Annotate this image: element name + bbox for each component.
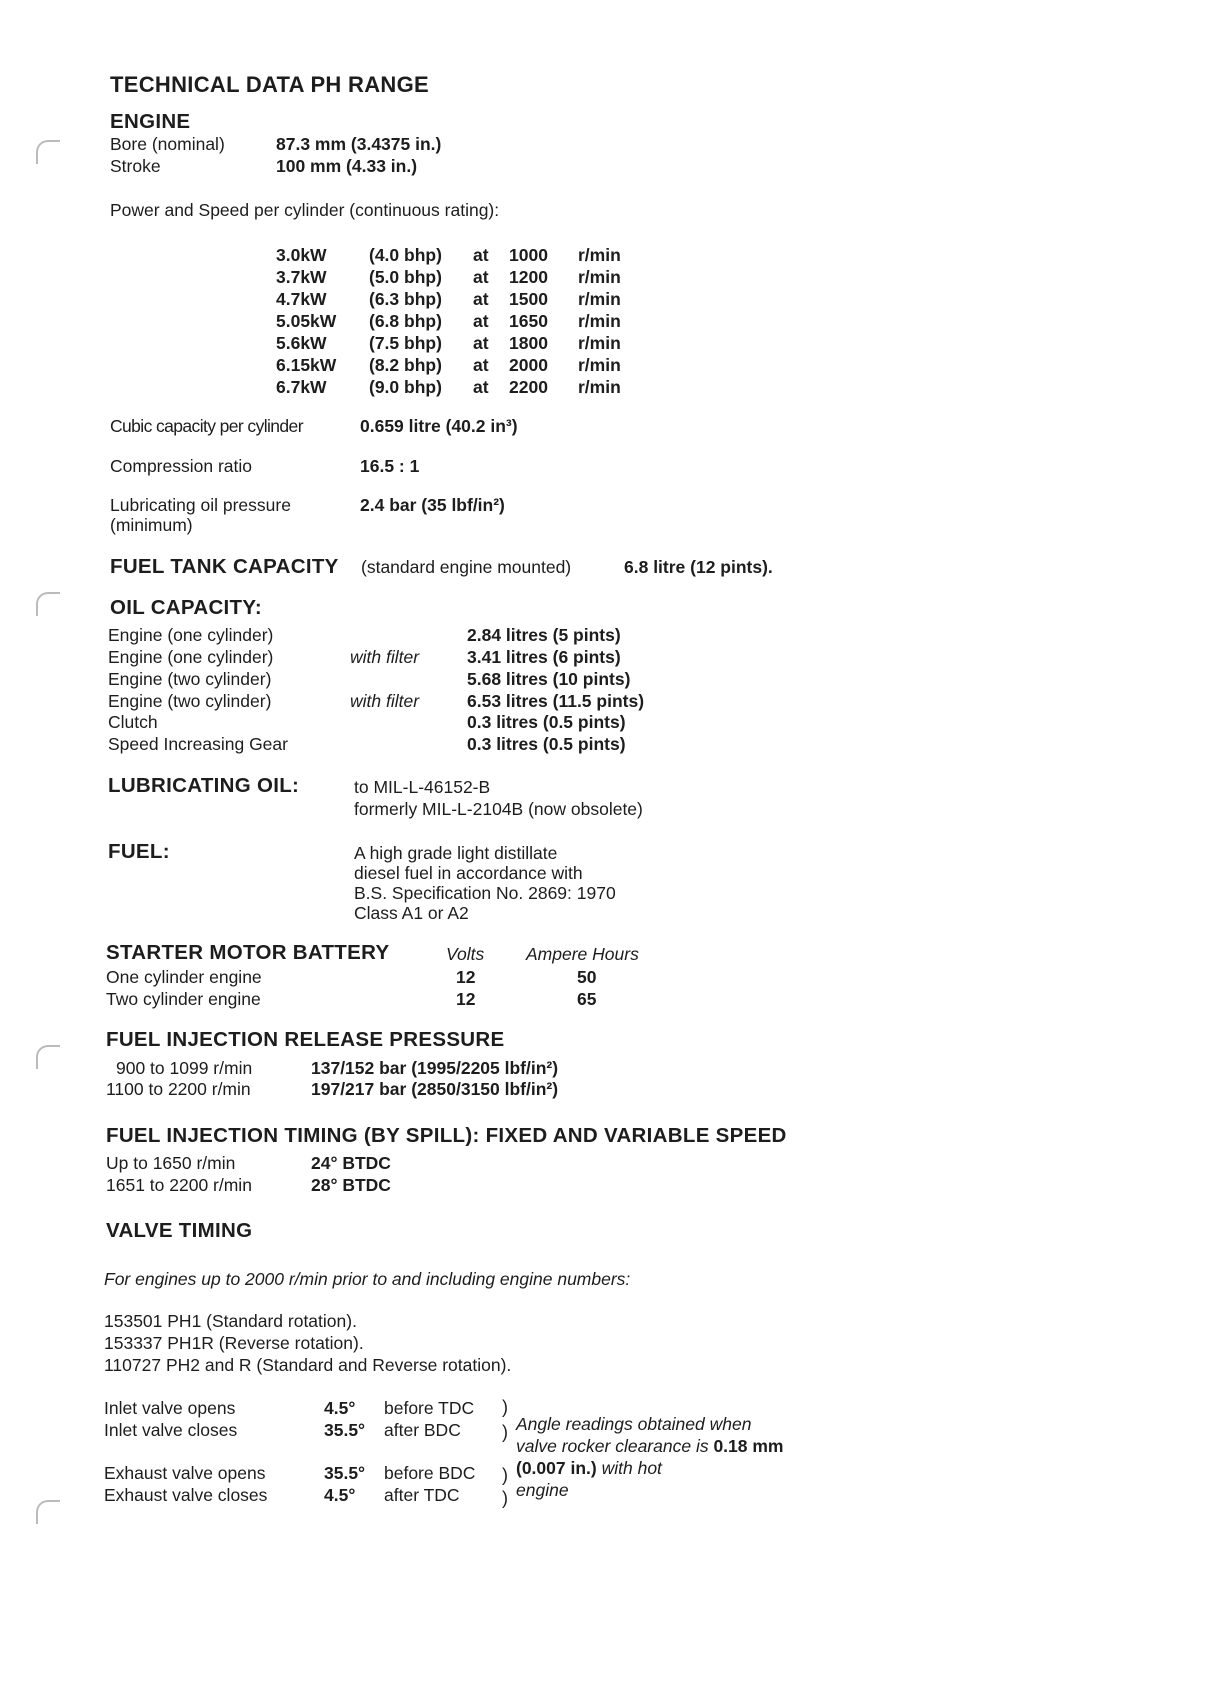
- binder-hole-mark: [36, 1500, 60, 1524]
- starter-row-ah: 50: [577, 967, 597, 987]
- lubricating-oil-former: formerly MIL-L-2104B (now obsolete): [354, 799, 643, 819]
- valve-row-label: Exhaust valve opens: [104, 1463, 266, 1483]
- starter-row-label: Two cylinder engine: [106, 989, 261, 1009]
- starter-row-ah: 65: [577, 989, 597, 1009]
- power-bhp: (8.2 bhp): [369, 355, 442, 375]
- valve-note-text: with hot: [601, 1458, 662, 1478]
- valve-clearance-value: 0.18 mm: [713, 1436, 784, 1456]
- valve-row-label: Exhaust valve closes: [104, 1485, 268, 1505]
- valve-row-label: Inlet valve opens: [104, 1398, 236, 1418]
- oil-row-value: 6.53 litres (11.5 pints): [467, 691, 645, 711]
- injection-pressure-value: 137/152 bar (1995/2205 lbf/in²): [311, 1058, 559, 1078]
- valve-row-deg: 35.5°: [324, 1463, 366, 1483]
- power-kw: 3.7kW: [276, 267, 327, 287]
- binder-hole-mark: [36, 1045, 60, 1069]
- power-unit: r/min: [578, 355, 621, 375]
- valve-clearance-inches: (0.007 in.): [516, 1458, 597, 1478]
- power-rpm: 1500: [509, 289, 548, 309]
- valve-note-line: engine: [516, 1480, 569, 1500]
- fuel-line: A high grade light distillate: [354, 843, 558, 863]
- lub-pressure-label: Lubricating oil pressure: [110, 495, 291, 515]
- power-bhp: (6.8 bhp): [369, 311, 442, 331]
- fuel-line: B.S. Specification No. 2869: 1970: [354, 883, 616, 903]
- valve-note-text: valve rocker clearance is: [516, 1436, 709, 1456]
- oil-row-note: with filter: [350, 647, 420, 667]
- lub-pressure-value: 2.4 bar (35 lbf/in²): [360, 495, 505, 515]
- valve-row-pos: after TDC: [384, 1485, 460, 1505]
- engine-heading: ENGINE: [110, 110, 191, 133]
- injection-pressure-range: 1100 to 2200 r/min: [106, 1079, 251, 1099]
- power-at: at: [473, 333, 489, 353]
- fuel-tank-value: 6.8 litre (12 pints).: [624, 557, 773, 577]
- power-heading: Power and Speed per cylinder (continuous rating):: [110, 200, 500, 220]
- brace-mark: ): [502, 1465, 508, 1485]
- fuel-line: diesel fuel in accordance with: [354, 863, 583, 883]
- oil-row-value: 5.68 litres (10 pints): [467, 669, 631, 689]
- power-at: at: [473, 377, 489, 397]
- power-rpm: 2000: [509, 355, 548, 375]
- injection-timing-range: Up to 1650 r/min: [106, 1153, 236, 1173]
- oil-row-value: 2.84 litres (5 pints): [467, 625, 621, 645]
- power-unit: r/min: [578, 333, 621, 353]
- oil-row-note: with filter: [350, 691, 420, 711]
- cubic-capacity-label: Cubic capacity per cylinder: [110, 416, 303, 436]
- oil-row-label: Engine (two cylinder): [108, 691, 272, 711]
- stroke-value: 100 mm (4.33 in.): [276, 156, 418, 176]
- power-unit: r/min: [578, 311, 621, 331]
- brace-mark: ): [502, 1397, 508, 1417]
- lubricating-oil-heading: LUBRICATING OIL:: [108, 774, 300, 797]
- bore-label: Bore (nominal): [110, 134, 225, 154]
- lub-pressure-label-2: (minimum): [110, 515, 193, 535]
- valve-row-pos: before BDC: [384, 1463, 476, 1483]
- valve-timing-heading: VALVE TIMING: [106, 1219, 253, 1242]
- power-rpm: 1650: [509, 311, 548, 331]
- power-at: at: [473, 267, 489, 287]
- valve-note-line: [516, 1460, 662, 1478]
- starter-col-ah: Ampere Hours: [526, 944, 639, 964]
- injection-timing-heading: FUEL INJECTION TIMING (BY SPILL): FIXED AND VARIABLE SPEED: [106, 1124, 787, 1147]
- lubricating-oil-spec: to MIL-L-46152-B: [354, 777, 491, 797]
- power-bhp: (4.0 bhp): [369, 245, 442, 265]
- power-unit: r/min: [578, 267, 621, 287]
- stroke-label: Stroke: [110, 156, 161, 176]
- valve-row-pos: after BDC: [384, 1420, 461, 1440]
- fuel-heading: FUEL:: [108, 840, 170, 863]
- valve-row-pos: before TDC: [384, 1398, 475, 1418]
- valve-row-deg: 35.5°: [324, 1420, 366, 1440]
- power-unit: r/min: [578, 245, 621, 265]
- power-at: at: [473, 245, 489, 265]
- valve-timing-intro: For engines up to 2000 r/min prior to and including engine numbers:: [104, 1269, 631, 1289]
- injection-timing-value: 24° BTDC: [311, 1153, 391, 1173]
- injection-timing-value: 28° BTDC: [311, 1175, 391, 1195]
- power-bhp: (9.0 bhp): [369, 377, 442, 397]
- oil-row-label: Engine (one cylinder): [108, 625, 274, 645]
- oil-row-label: Engine (two cylinder): [108, 669, 272, 689]
- power-unit: r/min: [578, 289, 621, 309]
- injection-pressure-value: 197/217 bar (2850/3150 lbf/in²): [311, 1079, 559, 1099]
- power-bhp: (7.5 bhp): [369, 333, 442, 353]
- valve-engine-number: 153337 PH1R (Reverse rotation).: [104, 1333, 364, 1353]
- power-rpm: 1200: [509, 267, 548, 287]
- valve-engine-number: 110727 PH2 and R (Standard and Reverse rotation).: [104, 1355, 512, 1375]
- starter-row-label: One cylinder engine: [106, 967, 262, 987]
- binder-hole-mark: [36, 592, 60, 616]
- fuel-tank-heading: FUEL TANK CAPACITY: [110, 555, 339, 578]
- oil-capacity-heading: OIL CAPACITY:: [110, 596, 262, 619]
- brace-mark: ): [502, 1488, 508, 1508]
- power-bhp: (6.3 bhp): [369, 289, 442, 309]
- starter-heading: STARTER MOTOR BATTERY: [106, 941, 390, 964]
- fuel-tank-note: (standard engine mounted): [361, 557, 572, 577]
- cubic-capacity-value: 0.659 litre (40.2 in³): [360, 416, 518, 436]
- starter-col-volts: Volts: [446, 944, 485, 964]
- power-kw: 4.7kW: [276, 289, 327, 309]
- oil-row-label: Clutch: [108, 712, 158, 732]
- compression-label: Compression ratio: [110, 456, 252, 476]
- valve-row-label: Inlet valve closes: [104, 1420, 238, 1440]
- valve-row-deg: 4.5°: [324, 1485, 356, 1505]
- valve-note-line: [516, 1438, 784, 1456]
- oil-row-value: 3.41 litres (6 pints): [467, 647, 621, 667]
- power-kw: 3.0kW: [276, 245, 327, 265]
- oil-row-label: Speed Increasing Gear: [108, 734, 288, 754]
- brace-mark: ): [502, 1422, 508, 1442]
- binder-hole-mark: [36, 140, 60, 164]
- oil-row-value: 0.3 litres (0.5 pints): [467, 712, 626, 732]
- power-at: at: [473, 355, 489, 375]
- bore-value: 87.3 mm (3.4375 in.): [276, 134, 442, 154]
- page-title: TECHNICAL DATA PH RANGE: [110, 72, 429, 97]
- fuel-line: Class A1 or A2: [354, 903, 469, 923]
- valve-note-line: Angle readings obtained when: [516, 1414, 752, 1434]
- injection-pressure-range: 900 to 1099 r/min: [116, 1058, 253, 1078]
- injection-pressure-heading: FUEL INJECTION RELEASE PRESSURE: [106, 1028, 505, 1051]
- valve-row-deg: 4.5°: [324, 1398, 356, 1418]
- power-rpm: 1000: [509, 245, 548, 265]
- starter-row-volts: 12: [456, 989, 476, 1009]
- power-kw: 5.6kW: [276, 333, 327, 353]
- oil-row-label: Engine (one cylinder): [108, 647, 274, 667]
- power-rpm: 1800: [509, 333, 548, 353]
- power-rpm: 2200: [509, 377, 548, 397]
- starter-row-volts: 12: [456, 967, 476, 987]
- power-kw: 6.15kW: [276, 355, 337, 375]
- power-at: at: [473, 289, 489, 309]
- oil-row-value: 0.3 litres (0.5 pints): [467, 734, 626, 754]
- power-bhp: (5.0 bhp): [369, 267, 442, 287]
- power-kw: 5.05kW: [276, 311, 337, 331]
- power-at: at: [473, 311, 489, 331]
- power-kw: 6.7kW: [276, 377, 327, 397]
- power-unit: r/min: [578, 377, 621, 397]
- compression-value: 16.5 : 1: [360, 456, 420, 476]
- valve-engine-number: 153501 PH1 (Standard rotation).: [104, 1311, 357, 1331]
- injection-timing-range: 1651 to 2200 r/min: [106, 1175, 252, 1195]
